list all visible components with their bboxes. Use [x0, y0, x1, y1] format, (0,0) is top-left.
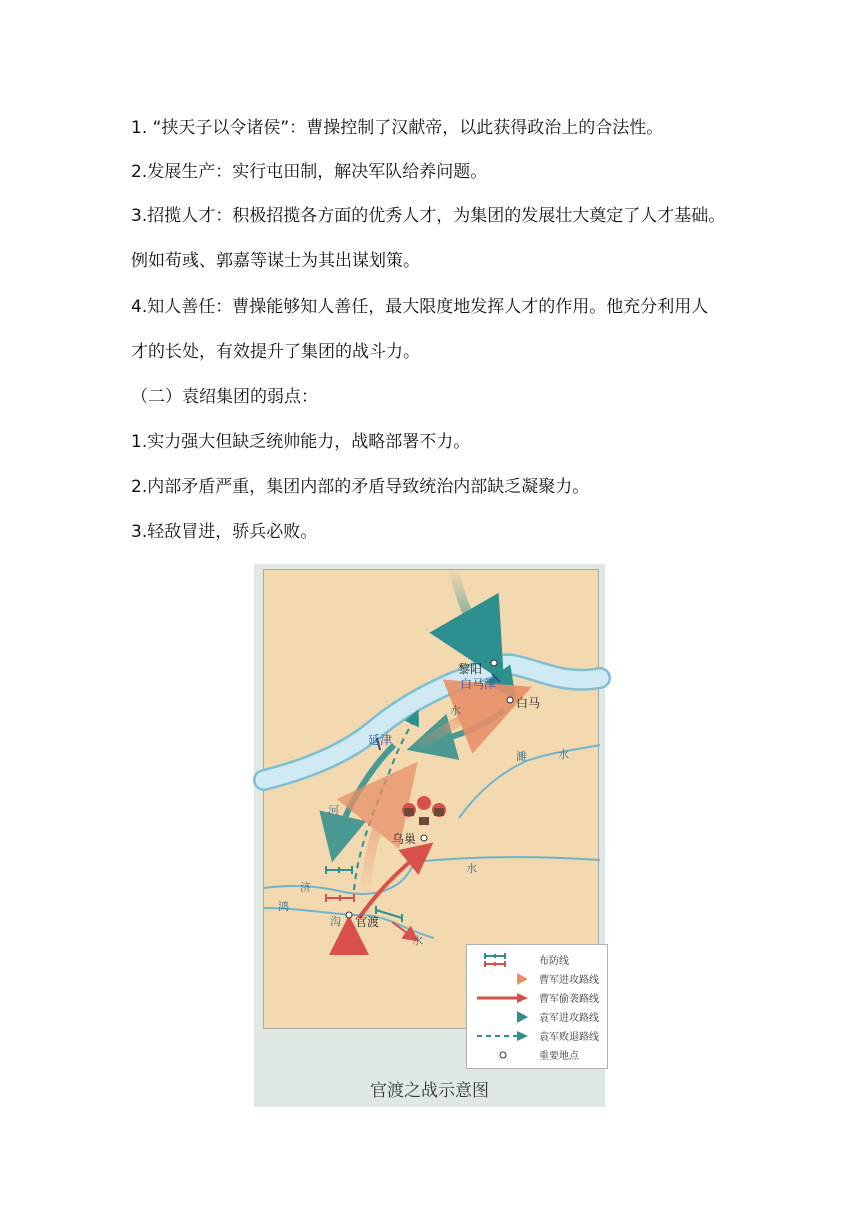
middle-river [414, 857, 600, 862]
river-label-hong: 鸿 [278, 900, 289, 913]
wuchao-fire-icon [402, 796, 446, 825]
legend-label-cao-raid: 曹军偷袭路线 [539, 994, 599, 1005]
label-liyang: 黎阳 [458, 662, 483, 676]
section-heading-yuan-weakness: （二）袁绍集团的弱点： [131, 387, 318, 407]
paragraph-appointment-cont: 才的长处，有效提升了集团的战斗力。 [131, 342, 420, 362]
paragraph-talent: 3.招揽人才：积极招揽各方面的优秀人才，为集团的发展壮大奠定了人才基础。 [131, 206, 726, 226]
yuan-attack-arrow-north [454, 570, 489, 656]
label-baimajin: 白马津 [460, 677, 497, 691]
legend-row-yuan-retreat [473, 1027, 607, 1045]
river-label-shui-1: 水 [450, 704, 461, 717]
river-label-he: 河 [328, 804, 339, 817]
yuan-retreat-route-icon [473, 1027, 531, 1045]
paragraph-talent-example: 例如荀彧、郭嘉等谋士为其出谋划策。 [131, 251, 420, 271]
legend-label-key-location: 重要地点 [539, 1051, 579, 1062]
paragraph-internal-conflict: 2.内部矛盾严重，集团内部的矛盾导致统治内部缺乏凝聚力。 [131, 477, 590, 497]
legend-row-key-location [473, 1046, 607, 1064]
legend-label-yuan-attack: 袁军进攻路线 [539, 1013, 599, 1024]
label-yanjin: 延津 [368, 733, 393, 747]
cao-attack-route-icon [473, 970, 531, 988]
guandu-point [346, 912, 352, 918]
legend-label-yuan-retreat: 袁军败退路线 [539, 1032, 599, 1043]
legend-row-defense [473, 951, 607, 969]
battle-map-figure [254, 564, 605, 1107]
defense-line-icon [473, 951, 531, 969]
river-label-sui: 濉 [516, 750, 527, 763]
liyang-point [491, 660, 497, 666]
baima-point [507, 697, 513, 703]
paragraph-mandate: 1. “挟天子以令诸侯”：曹操控制了汉献帝，以此获得政治上的合法性。 [131, 118, 664, 138]
defense-line-cao-west [326, 894, 354, 902]
river-label-shui-3: 水 [466, 862, 477, 875]
river-label-ji: 济 [300, 881, 311, 894]
paragraph-production: 2.发展生产：实行屯田制，解决军队给养问题。 [131, 162, 488, 182]
cao-raid-route-icon [473, 989, 531, 1007]
map-legend [466, 944, 608, 1069]
battle-map [263, 569, 599, 1062]
key-location-icon [473, 1046, 531, 1064]
wuchao-point [421, 835, 427, 841]
legend-label-cao-attack: 曹军进攻路线 [539, 975, 599, 986]
river-label-gou: 沟 [330, 915, 341, 928]
legend-row-cao-attack [473, 970, 607, 988]
paragraph-weak-command: 1.实力强大但缺乏统帅能力，战略部署不力。 [131, 432, 471, 452]
paragraph-appointment: 4.知人善任：曹操能够知人善任，最大限度地发挥人才的作用。他充分利用人 [131, 297, 709, 317]
river-label-shui-4: 水 [412, 934, 423, 947]
label-baima: 白马 [516, 696, 541, 710]
defense-line-west [326, 866, 352, 874]
yuan-attack-route-icon [473, 1008, 531, 1026]
legend-row-yuan-attack [473, 1008, 607, 1026]
river-label-shui-2: 水 [558, 748, 569, 761]
map-caption: 官渡之战示意图 [370, 1081, 489, 1101]
sui-river [459, 745, 600, 818]
label-guandu: 官渡 [355, 915, 380, 929]
legend-label-defense: 布防线 [539, 956, 569, 967]
legend-row-cao-raid [473, 989, 607, 1007]
paragraph-arrogance: 3.轻敌冒进，骄兵必败。 [131, 522, 318, 542]
label-wuchao: 乌巢 [392, 832, 417, 846]
